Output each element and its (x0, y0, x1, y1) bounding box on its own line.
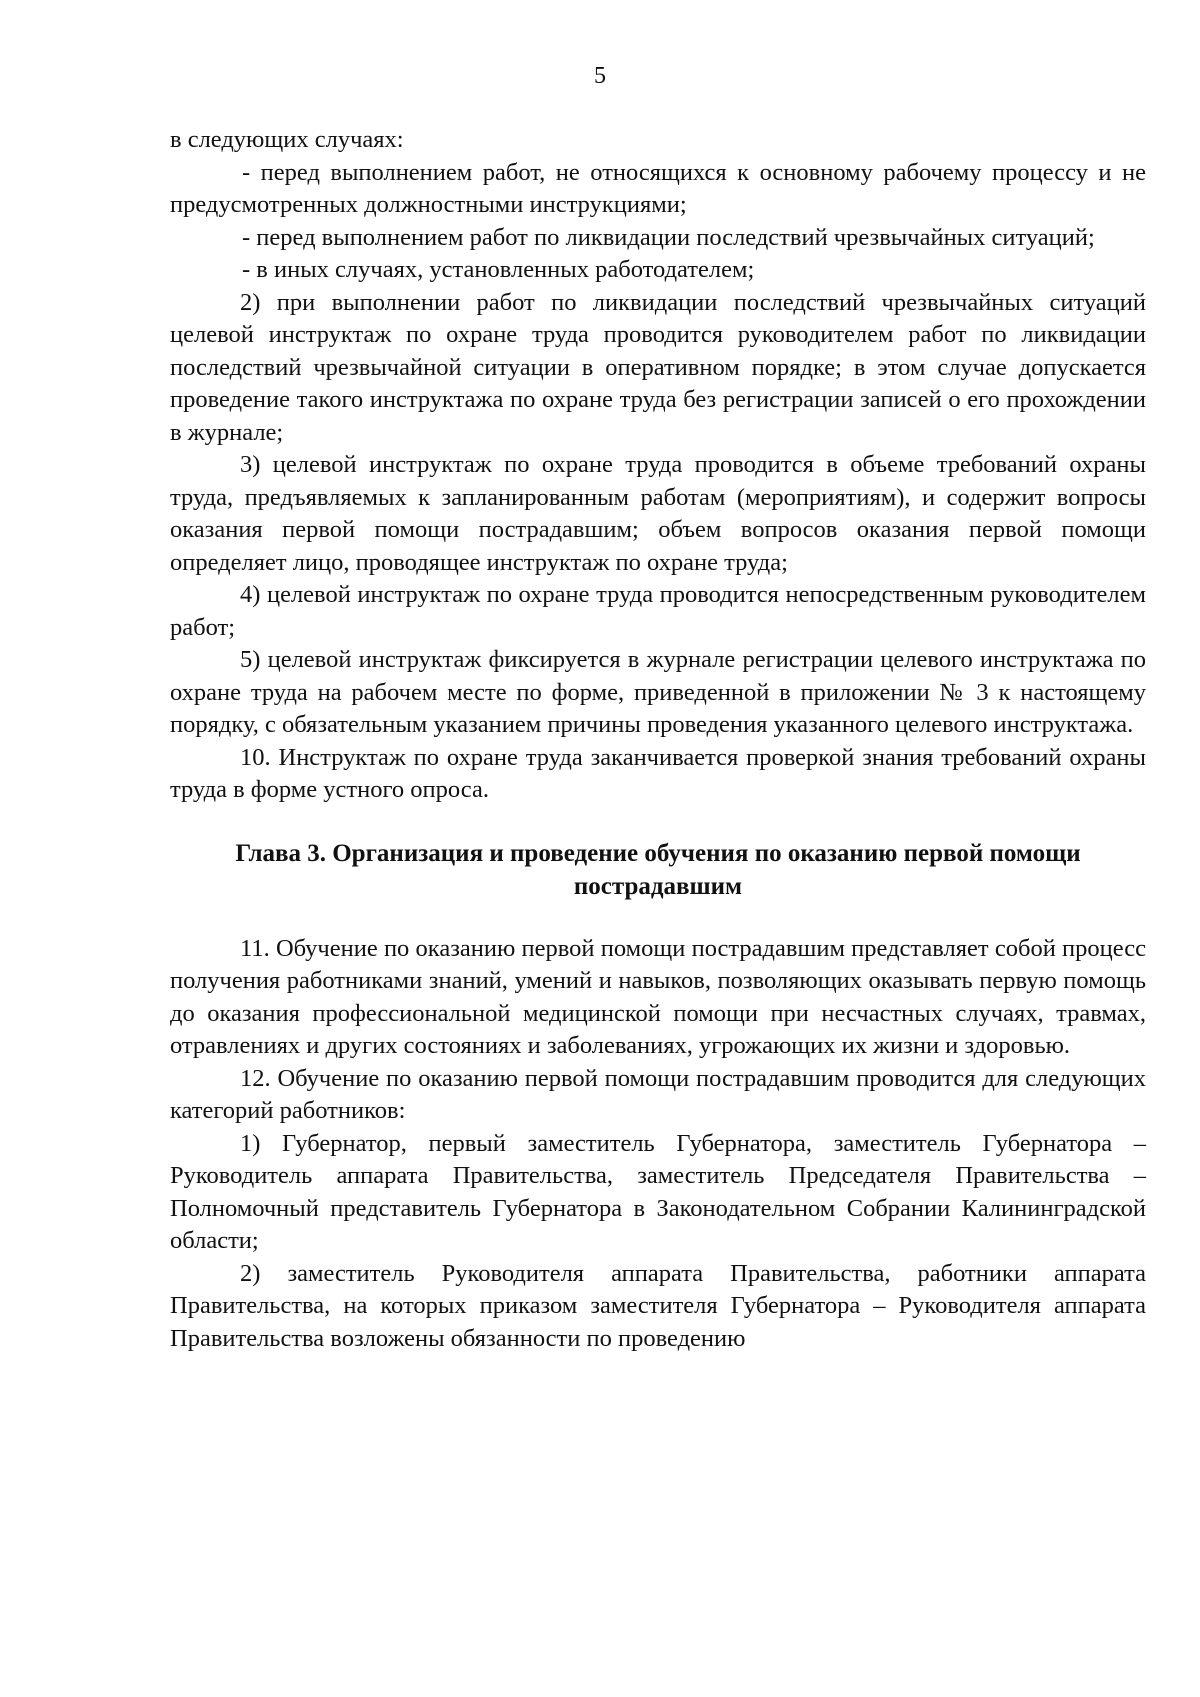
paragraph: 3) целевой инструктаж по охране труда проводится в объеме требований охраны труда, предъявляемых к запланированным работам (мероприятиям), и содержит вопросы оказания первой помощи пострадавшим; объем вопросов оказания первой помощи определяет лицо, проводящее инструктаж по охране труда; (170, 451, 1146, 576)
paragraph: 12. Обучение по оказанию первой помощи пострадавшим проводится для следующих категорий работников: (170, 1064, 1146, 1124)
paragraph: 4) целевой инструктаж по охране труда проводится непосредственным руководителем работ; (170, 581, 1146, 641)
section-1 (170, 124, 1146, 807)
section-2 (170, 933, 1146, 1356)
paragraph: - в иных случаях, установленных работодателем; (242, 256, 755, 283)
paragraph: 1) Губернатор, первый заместитель Губернатора, заместитель Губернатора – Руководитель аппарата Правительства, заместитель Председателя Правительства – Полномочный представитель Губернатора в Законодательном Собрании Калининградской области; (170, 1129, 1146, 1254)
paragraph: 2) при выполнении работ по ликвидации последствий чрезвычайных ситуаций целевой инструктаж по охране труда проводится руководителем работ по ликвидации последствий чрезвычайной ситуации в оперативном порядке; в этом случае допускается проведение такого инструктажа по охране труда без регистрации записей о его прохождении в журнале; (170, 288, 1146, 446)
paragraph: - перед выполнением работ, не относящихся к основному рабочему процессу и не предусмотренных должностными инструкциями; (170, 158, 1146, 218)
chapter-heading: Глава 3. Организация и проведение обучения по оказанию первой помощи пострадавшим (235, 839, 1081, 900)
paragraph: 2) заместитель Руководителя аппарата Правительства, работники аппарата Правительства, на которых приказом заместителя Губернатора – Руководителя аппарата Правительства возложены обязанности по проведению (170, 1259, 1146, 1352)
paragraph: - перед выполнением работ по ликвидации последствий чрезвычайных ситуаций; (242, 223, 1095, 251)
paragraph: 5) целевой инструктаж фиксируется в журнале регистрации целевого инструктажа по охране труда на рабочем месте по форме, приведенной в приложении № 3 к настоящему порядку, с обязательным указанием причины проведения указанного целевого инструктажа. (170, 646, 1146, 738)
document-body (170, 124, 1146, 1355)
page-number: 5 (594, 63, 606, 89)
paragraph: 10. Инструктаж по охране труда заканчивается проверкой знания требований охраны труда в форме устного опроса. (170, 743, 1146, 803)
paragraph: в следующих случаях: (170, 126, 404, 153)
paragraph: 11. Обучение по оказанию первой помощи пострадавшим представляет собой процесс получения работниками знаний, умений и навыков, позволяющих оказывать первую помощь до оказания профессиональной медицинской помощи при несчастных случаях, травмах, отравлениях и других состояниях и заболеваниях, угрожающих их жизни и здоровью. (170, 934, 1146, 1059)
